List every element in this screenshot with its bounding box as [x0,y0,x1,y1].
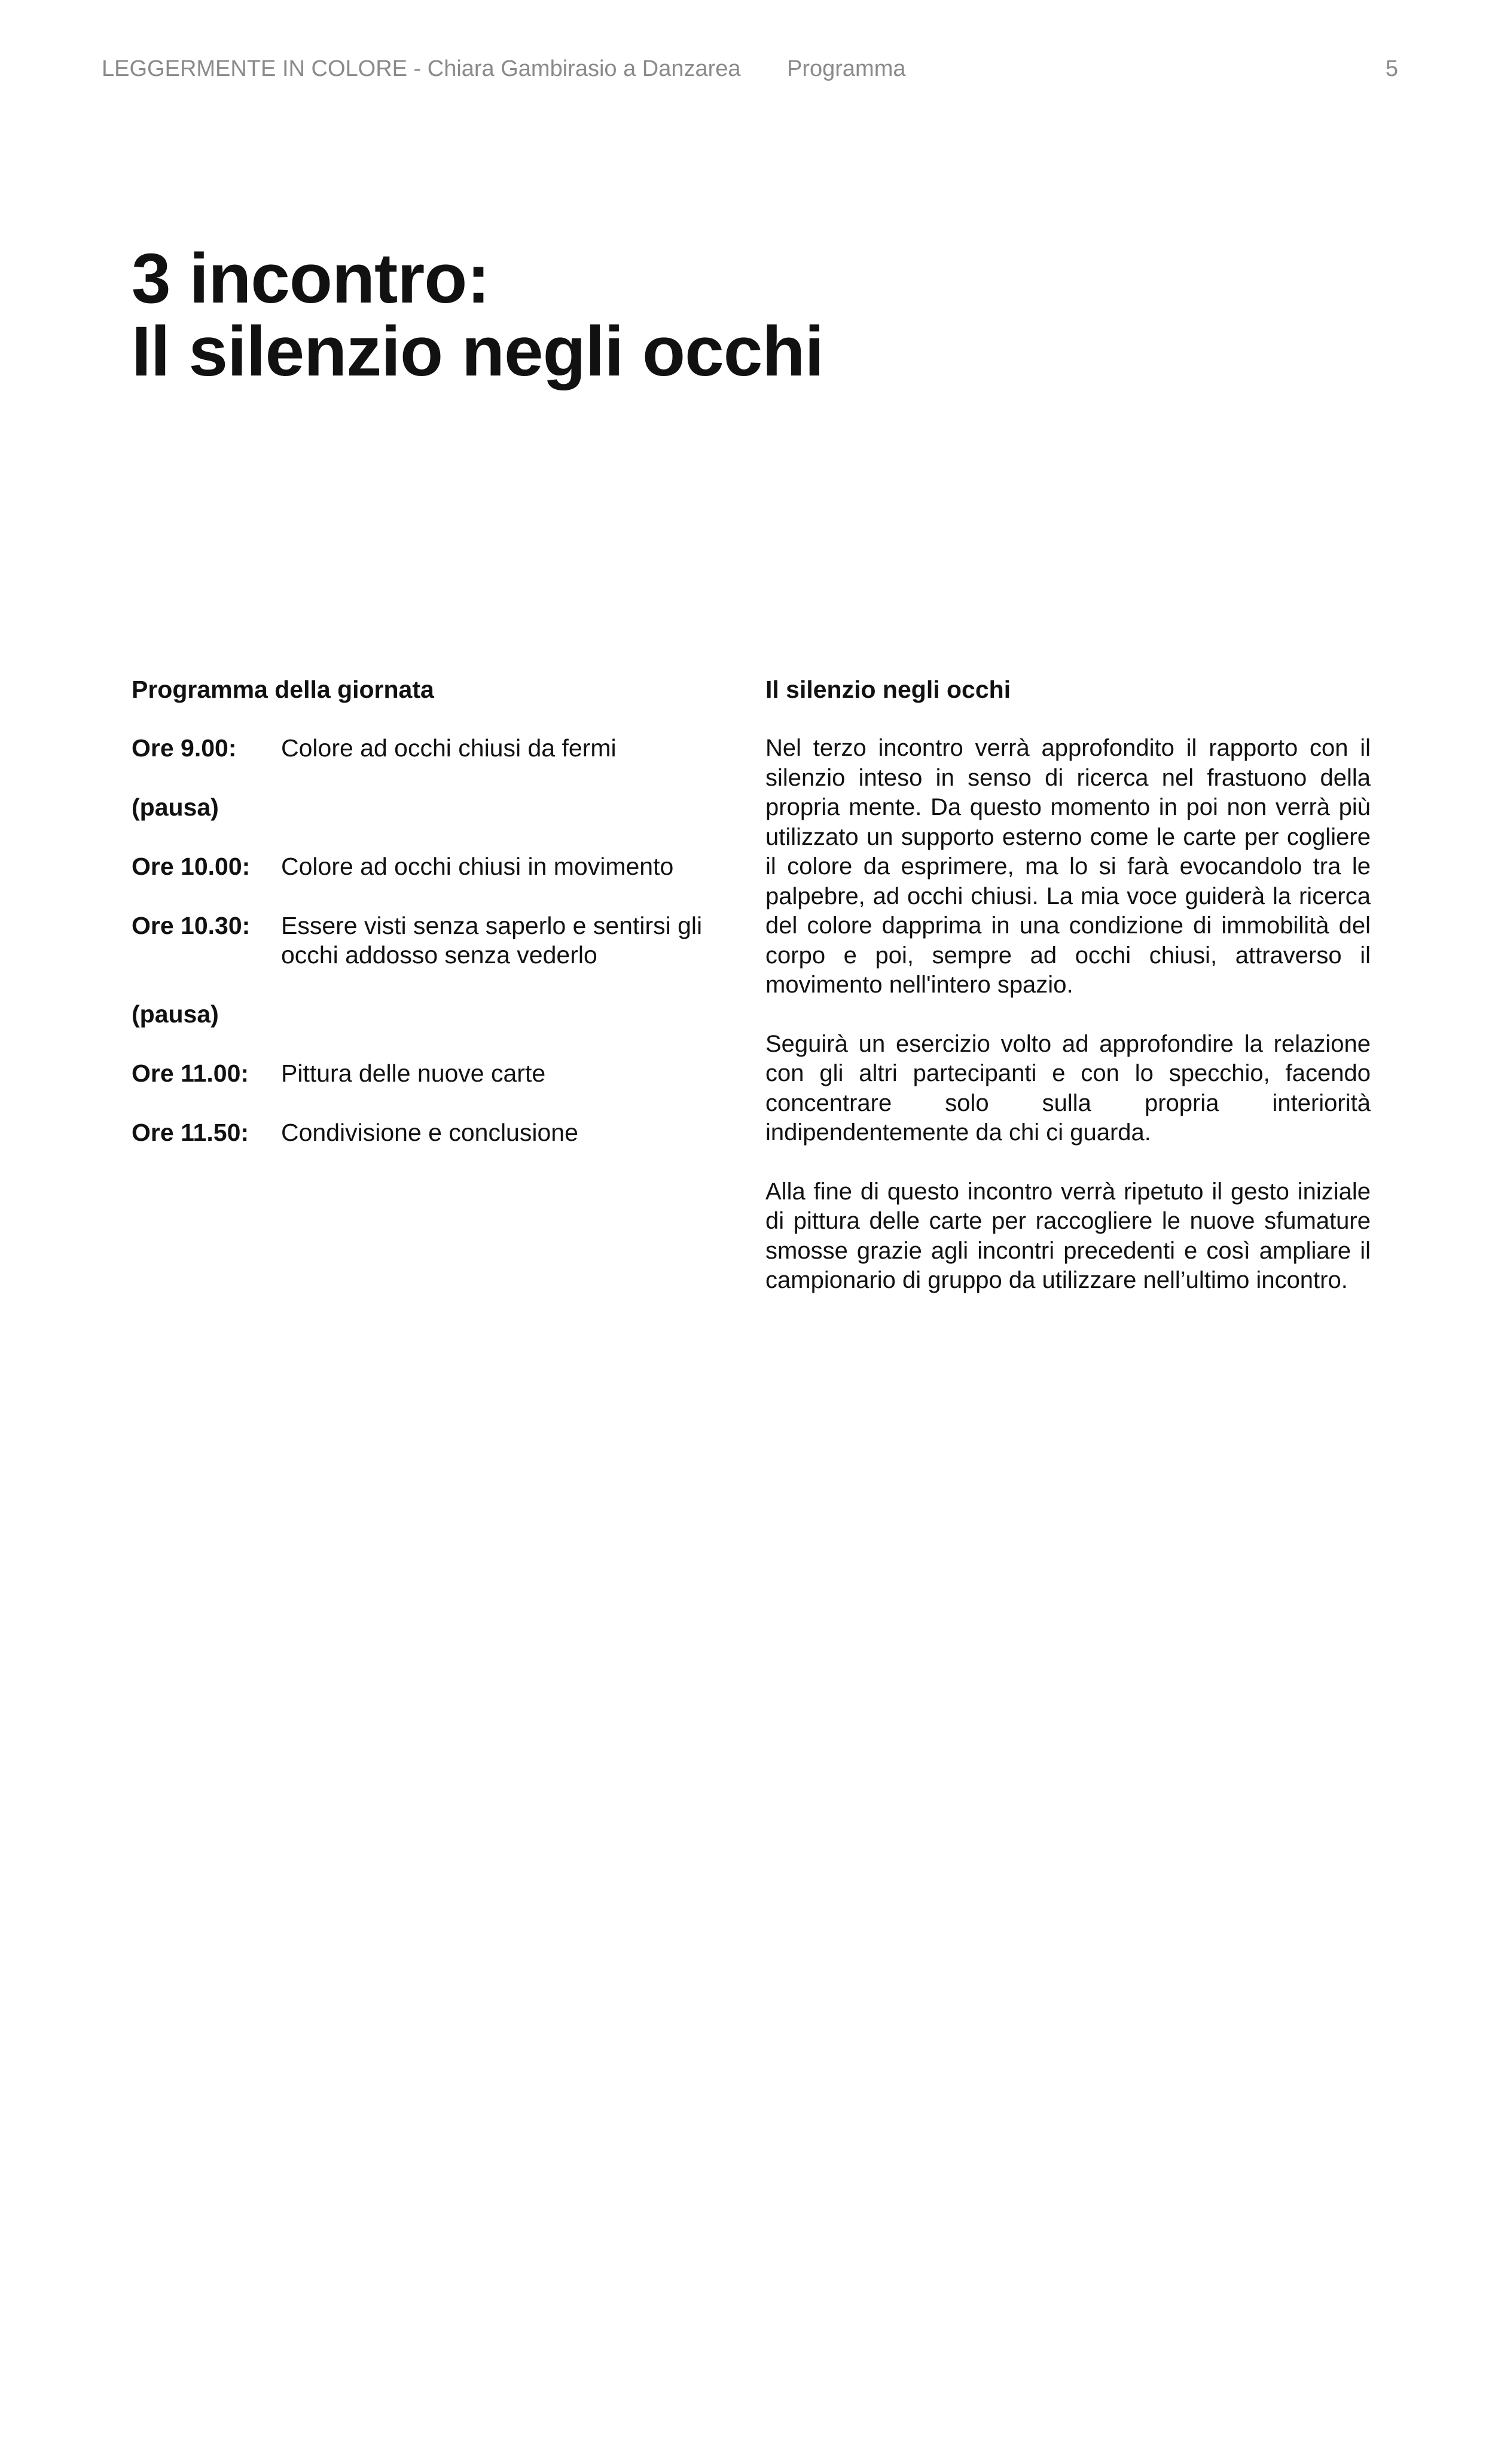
section-name: Programma [787,56,906,81]
schedule-activity: Essere visti senza saperlo e sentirsi gli occhi addosso senza vederlo [281,912,703,969]
schedule-activity: Colore ad occhi chiusi da fermi [281,734,617,762]
page-number: 5 [1385,56,1398,81]
page-title-line-2: Il silenzio negli occhi [132,312,824,391]
description-title: Il silenzio negli occhi [765,676,1011,703]
schedule-column [132,674,706,1177]
schedule-title: Programma della giornata [132,676,434,703]
description-paragraph: Seguirà un esercizio volto ad approfondire la relazione con gli altri partecipanti e con lo specchio, facendo concentrare solo sulla propria interiorità indipendentemente da chi ci guarda. [765,1030,1371,1146]
running-header [0,56,1495,86]
schedule-activity: Condivisione e conclusione [281,1119,578,1146]
schedule-pause: (pausa) [132,1000,219,1028]
schedule-row [132,1059,706,1088]
schedule-activity: Pittura delle nuove carte [281,1060,546,1087]
schedule-time: Ore 11.50: [132,1119,249,1146]
schedule-row [132,911,706,970]
description-paragraph: Alla fine di questo incontro verrà ripetuto il gesto iniziale di pittura delle carte per raccogliere le nuove sfumature smosse grazie agli incontri precedenti e così ampliare il campionario di gruppo da utilizzare nell’ultimo incontro. [765,1178,1371,1293]
schedule-row [132,734,706,763]
description-column [765,674,1371,1325]
page-title [132,239,824,391]
schedule-time: Ore 10.00: [132,853,251,880]
schedule-activity: Colore ad occhi chiusi in movimento [281,853,674,880]
schedule-pause: (pausa) [132,793,219,821]
description-paragraph: Nel terzo incontro verrà approfondito il rapporto con il silenzio inteso in senso di ricerca nel frastuono della propria mente. Da questo momento in poi non verrà più utilizzato un supporto esterno come le carte per cogliere il colore da esprimere, ma lo si farà evocandolo tra le palpebre, ad occhi chiusi. La mia voce guiderà la ricerca del colore dapprima in una condizione di immobilità del corpo e poi, sempre ad occhi chiusi, attraverso il movimento nell'intero spazio. [765,735,1371,998]
page-title-line-1: 3 incontro: [132,239,490,318]
schedule-time: Ore 10.30: [132,912,251,939]
schedule-time: Ore 9.00: [132,734,237,762]
schedule-row [132,852,706,881]
document-title: LEGGERMENTE IN COLORE - Chiara Gambirasio a Danzarea [102,56,741,81]
schedule-row [132,1118,706,1147]
schedule-time: Ore 11.00: [132,1060,249,1087]
